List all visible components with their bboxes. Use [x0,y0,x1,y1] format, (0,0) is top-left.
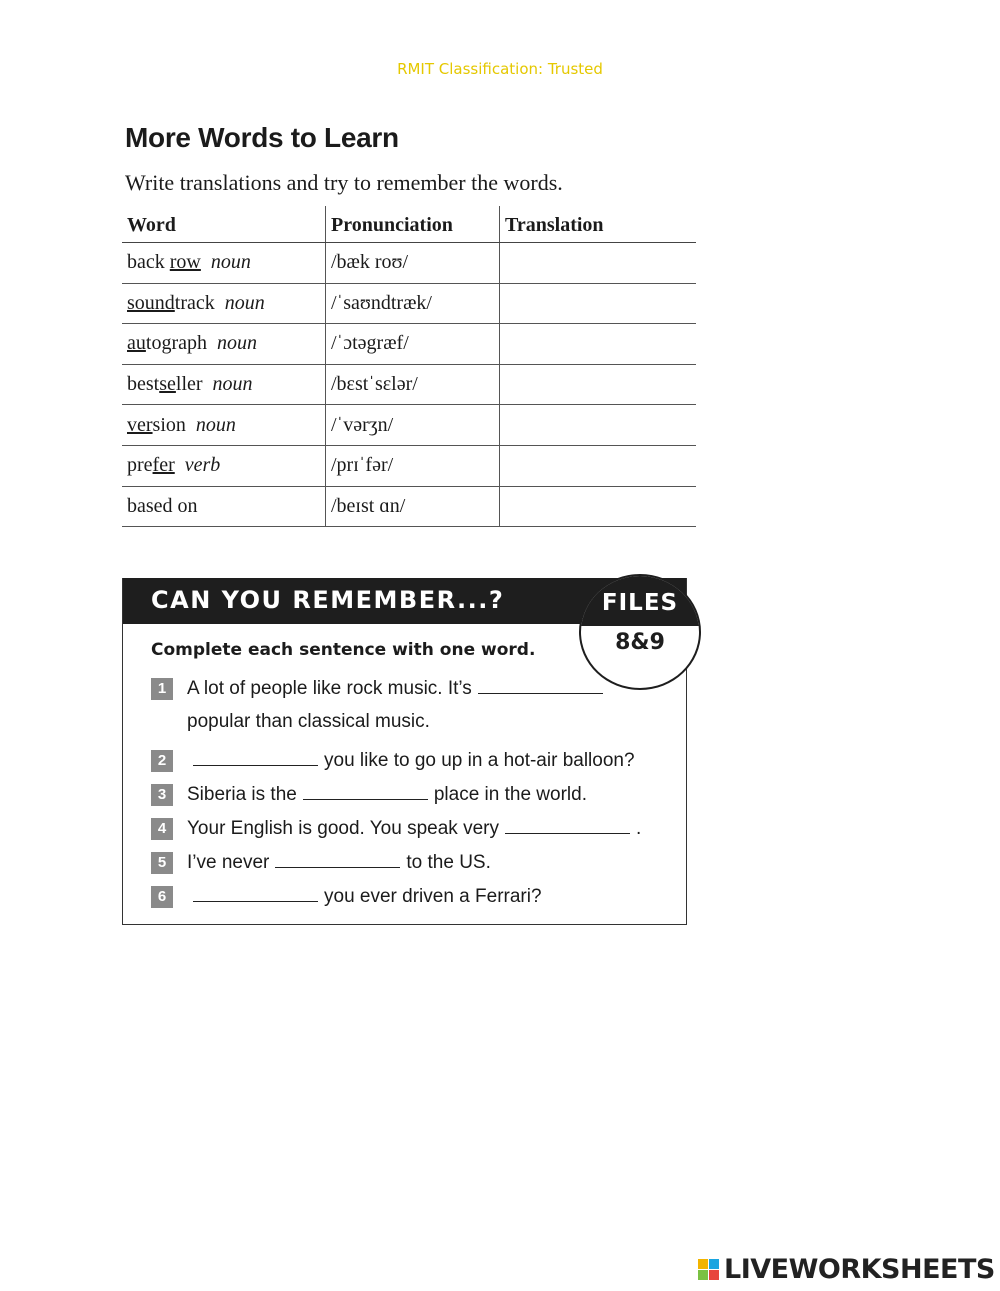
answer-blank[interactable] [193,900,318,902]
table-row [122,243,696,284]
word-text: ller [175,373,203,396]
liveworksheets-logo-icon [698,1259,720,1281]
sentence-end: you ever driven a Ferrari? [324,886,542,908]
translation-cell[interactable] [500,445,697,486]
part-of-speech: noun [212,373,253,396]
answer-blank[interactable] [193,764,318,766]
pronunciation-cell: /prɪˈfər/ [326,445,500,486]
exercise-item [151,818,641,840]
word-cell [122,324,326,365]
word-stress: se [159,373,176,396]
answer-blank[interactable] [275,866,400,868]
pronunciation-cell: /bɛstˈsɛlər/ [326,364,500,405]
exercise-item [151,852,491,874]
word-cell [122,486,326,527]
translation-cell[interactable] [500,364,697,405]
part-of-speech: noun [216,332,257,355]
part-of-speech: verb [184,454,221,477]
word-text: pre [127,454,153,477]
word-cell [122,243,326,284]
word-text: back [127,251,170,274]
exercise-item [151,750,635,772]
table-row [122,283,696,324]
pronunciation-cell: /ˈɔtəgræf/ [326,324,500,365]
pronunciation-cell: /ˈvərʒn/ [326,405,500,446]
exercise-item [151,784,587,806]
section-title: More Words to Learn [125,122,399,153]
pronunciation-cell: /beɪst ɑn/ [326,486,500,527]
answer-blank[interactable] [303,798,428,800]
item-number: 5 [151,852,173,874]
sentence-end: to the US. [406,852,491,874]
translation-cell[interactable] [500,243,697,284]
sentence-start: Siberia is the [187,784,297,806]
word-stress: ver [127,413,153,436]
liveworksheets-logo: LIVEWORKSHEETS [724,1254,995,1285]
vocabulary-table [122,206,696,527]
translation-cell[interactable] [500,486,697,527]
can-you-remember-box [122,578,687,925]
sentence-end: place in the world. [433,784,587,806]
sentence-start: A lot of people like rock music. It’s [187,678,472,700]
badge-number: 8&9 [615,630,665,655]
word-text: sion [152,413,186,436]
exercise-item [151,886,542,908]
word-stress: au [127,332,146,355]
word-text: tograph [145,332,207,355]
answer-blank[interactable] [478,692,603,694]
translation-cell[interactable] [500,283,697,324]
pronunciation-cell: /bæk roʊ/ [326,243,500,284]
word-text: best [127,373,160,396]
translation-cell[interactable] [500,405,697,446]
part-of-speech: noun [210,251,251,274]
word-text: based on [127,494,198,517]
table-row [122,486,696,527]
instruction-text: Write translations and try to remember the words. [125,170,563,195]
box-title: CAN YOU REMEMBER...? [151,586,505,614]
header-word: Word [122,206,326,243]
item-number: 3 [151,784,173,806]
word-stress: fer [152,454,175,477]
header-translation: Translation [500,206,697,243]
item-number: 4 [151,818,173,840]
item-number: 1 [151,678,173,700]
sentence-start: Your English is good. You speak very [187,818,499,840]
badge-label: FILES [601,590,679,616]
word-text: track [174,291,215,314]
word-stress: sound [127,291,175,314]
table-row [122,364,696,405]
exercise-item [151,678,609,700]
word-cell [122,283,326,324]
part-of-speech: noun [195,413,236,436]
classification-label: RMIT Classification: Trusted [397,60,603,78]
table-row [122,405,696,446]
sentence-start: I’ve never [187,852,270,874]
word-cell [122,405,326,446]
sentence-continuation: popular than classical music. [187,711,430,732]
word-cell [122,364,326,405]
files-badge [579,574,701,690]
header-pronunciation: Pronunciation [326,206,500,243]
translation-cell[interactable] [500,324,697,365]
table-header-row [122,206,696,243]
table-row [122,324,696,365]
word-cell [122,445,326,486]
sentence-end: . [635,818,642,840]
answer-blank[interactable] [505,832,630,834]
box-subtitle: Complete each sentence with one word. [151,640,536,660]
pronunciation-cell: /ˈsaʊndtræk/ [326,283,500,324]
sentence-end: you like to go up in a hot-air balloon? [324,750,635,772]
item-number: 2 [151,750,173,772]
word-stress: row [169,251,201,274]
item-number: 6 [151,886,173,908]
part-of-speech: noun [224,291,265,314]
table-row [122,445,696,486]
